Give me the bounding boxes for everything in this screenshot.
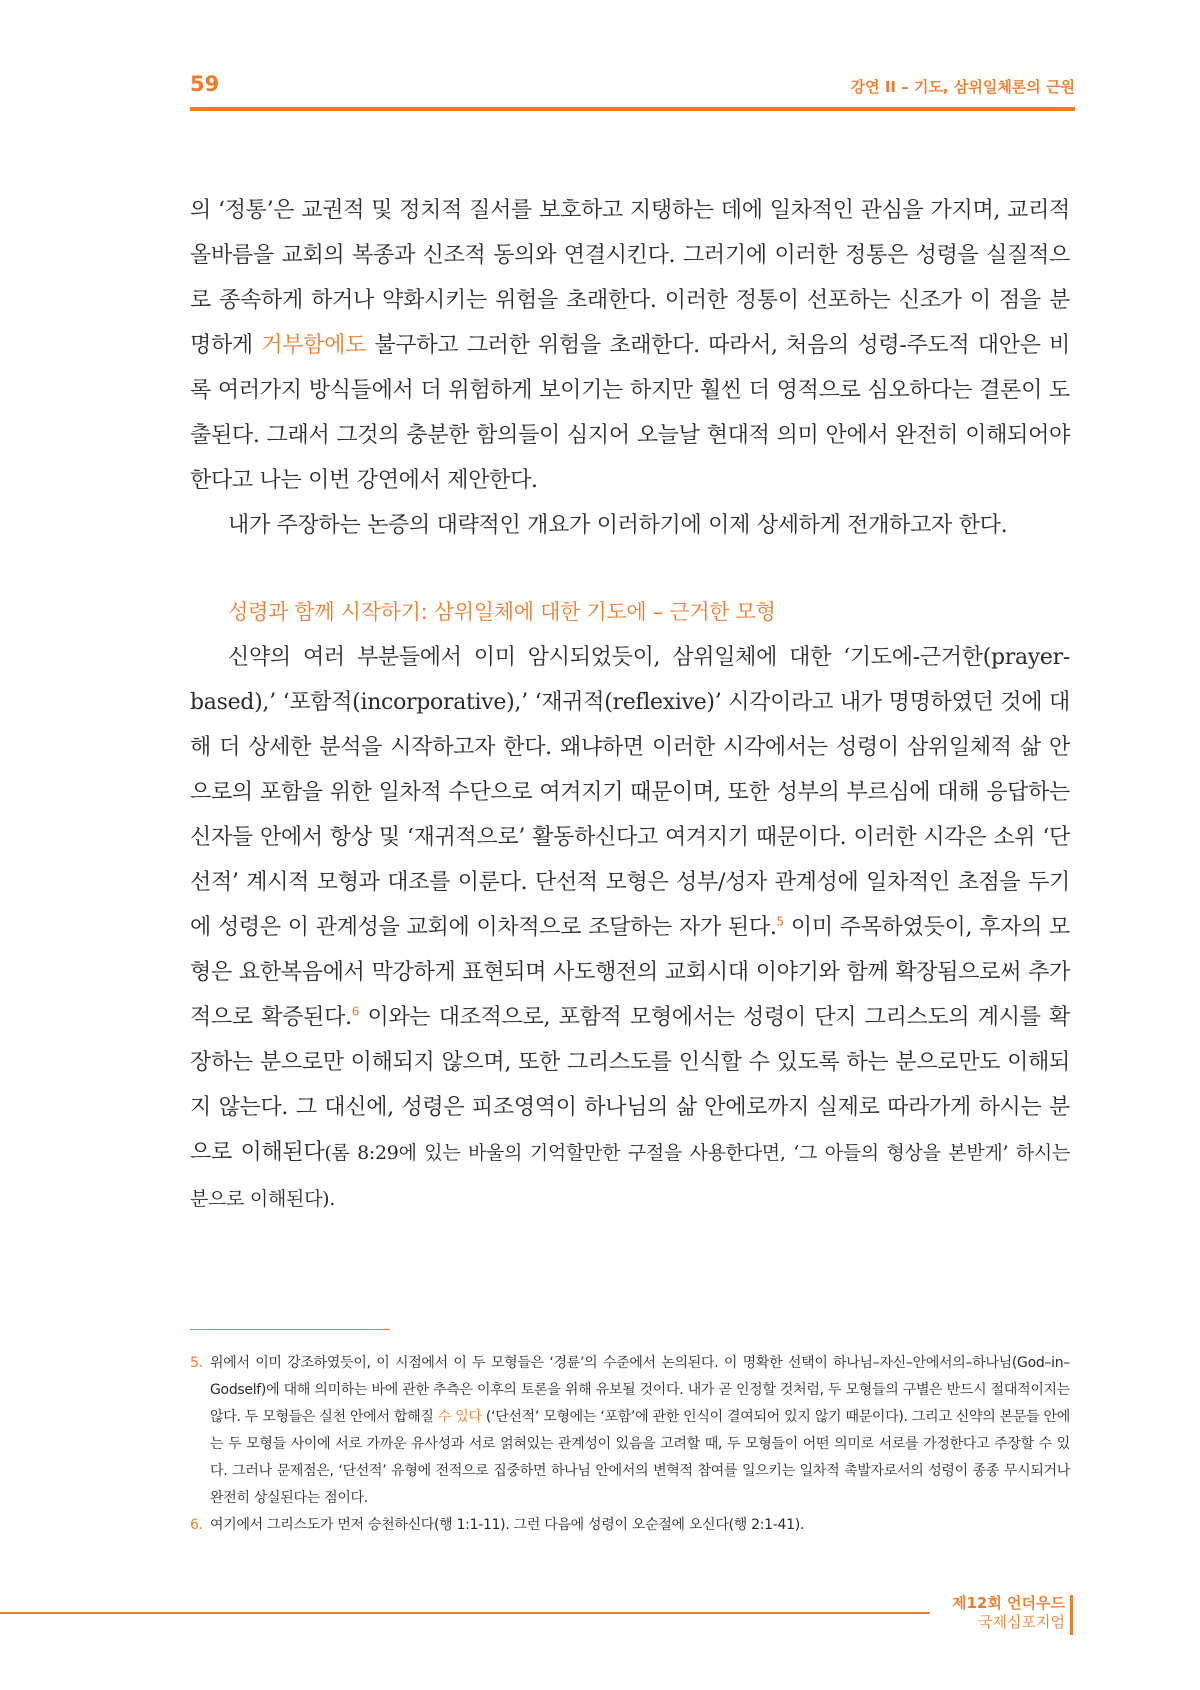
footnote-6 xyxy=(190,1512,1070,1539)
highlighted-phrase: 거부함에도 xyxy=(261,333,367,358)
paragraph-3-text-a: 신약의 여러 부분들에서 이미 암시되었듯이, 삼위일체에 대한 ‘기도에-근거한(prayer-based),’ ‘포함적(incorporative),’ ‘재귀적(reflexive)’ 시각이라고 내가 명명하였던 것에 대해 더 상세한 분석을 시작하고자 한다. 왜냐하면 이러한 시각에서는 성령이 삼위일체적 삶 안으로의 포함을 위한 일차적 수단으로 여겨지기 때문이며, 또한 성부의 부르심에 대해 응답하는 신자들 안에서 항상 및 ‘재귀적으로’ 활동하신다고 여겨지기 때문이다. 이러한 시각은 소위 ‘단선적’ 계시적 모형과 대조를 이룬다. 단선적 모형은 성부/성자 관계성에 일차적인 초점을 두기에 성령은 이 관계성을 교회에 이차적으로 조달하는 자가 된다. xyxy=(190,645,1070,940)
footnotes xyxy=(190,1350,1070,1539)
footer-brand xyxy=(952,1594,1065,1632)
page-number: 59 xyxy=(190,72,220,96)
paragraph-3-text-c: 이와는 대조적으로, 포함적 모형에서는 성령이 단지 그리스도의 계시를 확장하는 분으로만 이해되지 않으며, 또한 그리스도를 인식할 수 있도록 하는 분으로만도 이해되지 않는다. 그 대신에, 성령은 피조영역이 하나님의 삶 안에로까지 실제로 따라가게 하시는 분으로 이해된다 xyxy=(190,1005,1070,1165)
running-header: 강연 II – 기도, 삼위일체론의 근원 xyxy=(850,78,1075,96)
footnote-highlight: 수 있다 xyxy=(437,1409,482,1425)
paragraph-1-text-b: 불구하고 그러한 위험을 초래한다. 따라서, 처음의 성령-주도적 대안은 비록 여러가지 방식들에서 더 위험하게 보이기는 하지만 훨씬 더 영적으로 심오하다는 결론이 도출된다. 그래서 그것의 충분한 함의들이 심지어 오늘날 현대적 의미 안에서 완전히 이해되어야 한다고 나는 이번 강연에서 제안한다. xyxy=(190,333,1070,493)
footer-bar xyxy=(1070,1595,1073,1635)
header-rule xyxy=(190,107,1075,111)
footnote-5-text-a: 위에서 이미 강조하였듯이, 이 시점에서 이 두 모형들은 ‘경륜’의 수준에서 논의된다. 이 명확한 선택이 하나님–자신–안에서의–하나님(God–in–Godself)에 대해 의미하는 바에 관한 추측은 이후의 토론을 위해 유보될 것이다. 내가 곧 인정할 것처럼, 두 모형들의 구별은 반드시 절대적이지는 않다. 두 모형들은 실천 안에서 합해질 xyxy=(210,1355,1070,1425)
footnote-number: 5. xyxy=(190,1355,203,1371)
footnote-ref-6[interactable]: 6 xyxy=(351,1004,360,1019)
paragraph-3-text-b: 이미 주목하였듯이, 후자의 모형은 요한복음에서 막강하게 표현되며 사도행전의 교회시대 이야기와 함께 확장됨으로써 추가적으로 확증된다. xyxy=(190,915,1070,1030)
footnote-ref-5[interactable]: 5 xyxy=(776,914,784,929)
paragraph-3-text-d: (롬 8:29에 있는 바울의 기억할만한 구절을 사용한다면, ‘그 아들의 형상을 본받게’ 하시는 분으로 이해된다). xyxy=(190,1142,1070,1210)
section-heading: 성령과 함께 시작하기: 삼위일체에 대한 기도에 – 근거한 모형 xyxy=(228,600,776,624)
footnote-6-text: 여기에서 그리스도가 먼저 승천하신다(행 1:1-11). 그런 다음에 성령이 오순절에 오신다(행 2:1-41). xyxy=(210,1517,805,1533)
footer-line-1: 제12회 언더우드 xyxy=(951,1594,1065,1612)
footnote-rule xyxy=(190,1329,390,1330)
paragraph-2: 내가 주장하는 논증의 대략적인 개요가 이러하기에 이제 상세하게 전개하고자 한다. xyxy=(228,513,1008,538)
footnote-5-text-b: (‘단선적’ 모형에는 ‘포함’에 관한 인식이 결여되어 있지 않기 때문이다). 그리고 신약의 본문들 안에는 두 모형들 사이에 서로 가까운 유사성과 서로 얽혀있는 관계성이 있음을 고려할 때, 두 모형들이 어떤 의미로 서로를 가정한다고 주장할 수 있다. 그러나 문제점은, ‘단선적’ 유형에 전적으로 집중하면 하나님 안에서의 변혁적 참여를 일으키는 일차적 촉발자로서의 성령이 종종 무시되거나 완전히 상실된다는 점이다. xyxy=(210,1409,1070,1506)
footnote-5 xyxy=(190,1350,1070,1512)
footnote-number: 6. xyxy=(190,1517,203,1533)
paragraph-1 xyxy=(190,188,1070,503)
paragraph-1-text-a: 의 ‘정통’은 교권적 및 정치적 질서를 보호하고 지탱하는 데에 일차적인 관심을 가지며, 교리적 올바름을 교회의 복종과 신조적 동의와 연결시킨다. 그러기에 이러한 정통은 성령을 실질적으로 종속하게 하거나 약화시키는 위험을 초래한다. 이러한 정통이 선포하는 신조가 이 점을 분명하게 xyxy=(190,198,1070,358)
footer-rule xyxy=(0,1612,930,1614)
body-text xyxy=(190,188,1070,1222)
footer-line-2: 국제심포지엄 xyxy=(978,1613,1065,1631)
paragraph-3 xyxy=(190,635,1070,1222)
